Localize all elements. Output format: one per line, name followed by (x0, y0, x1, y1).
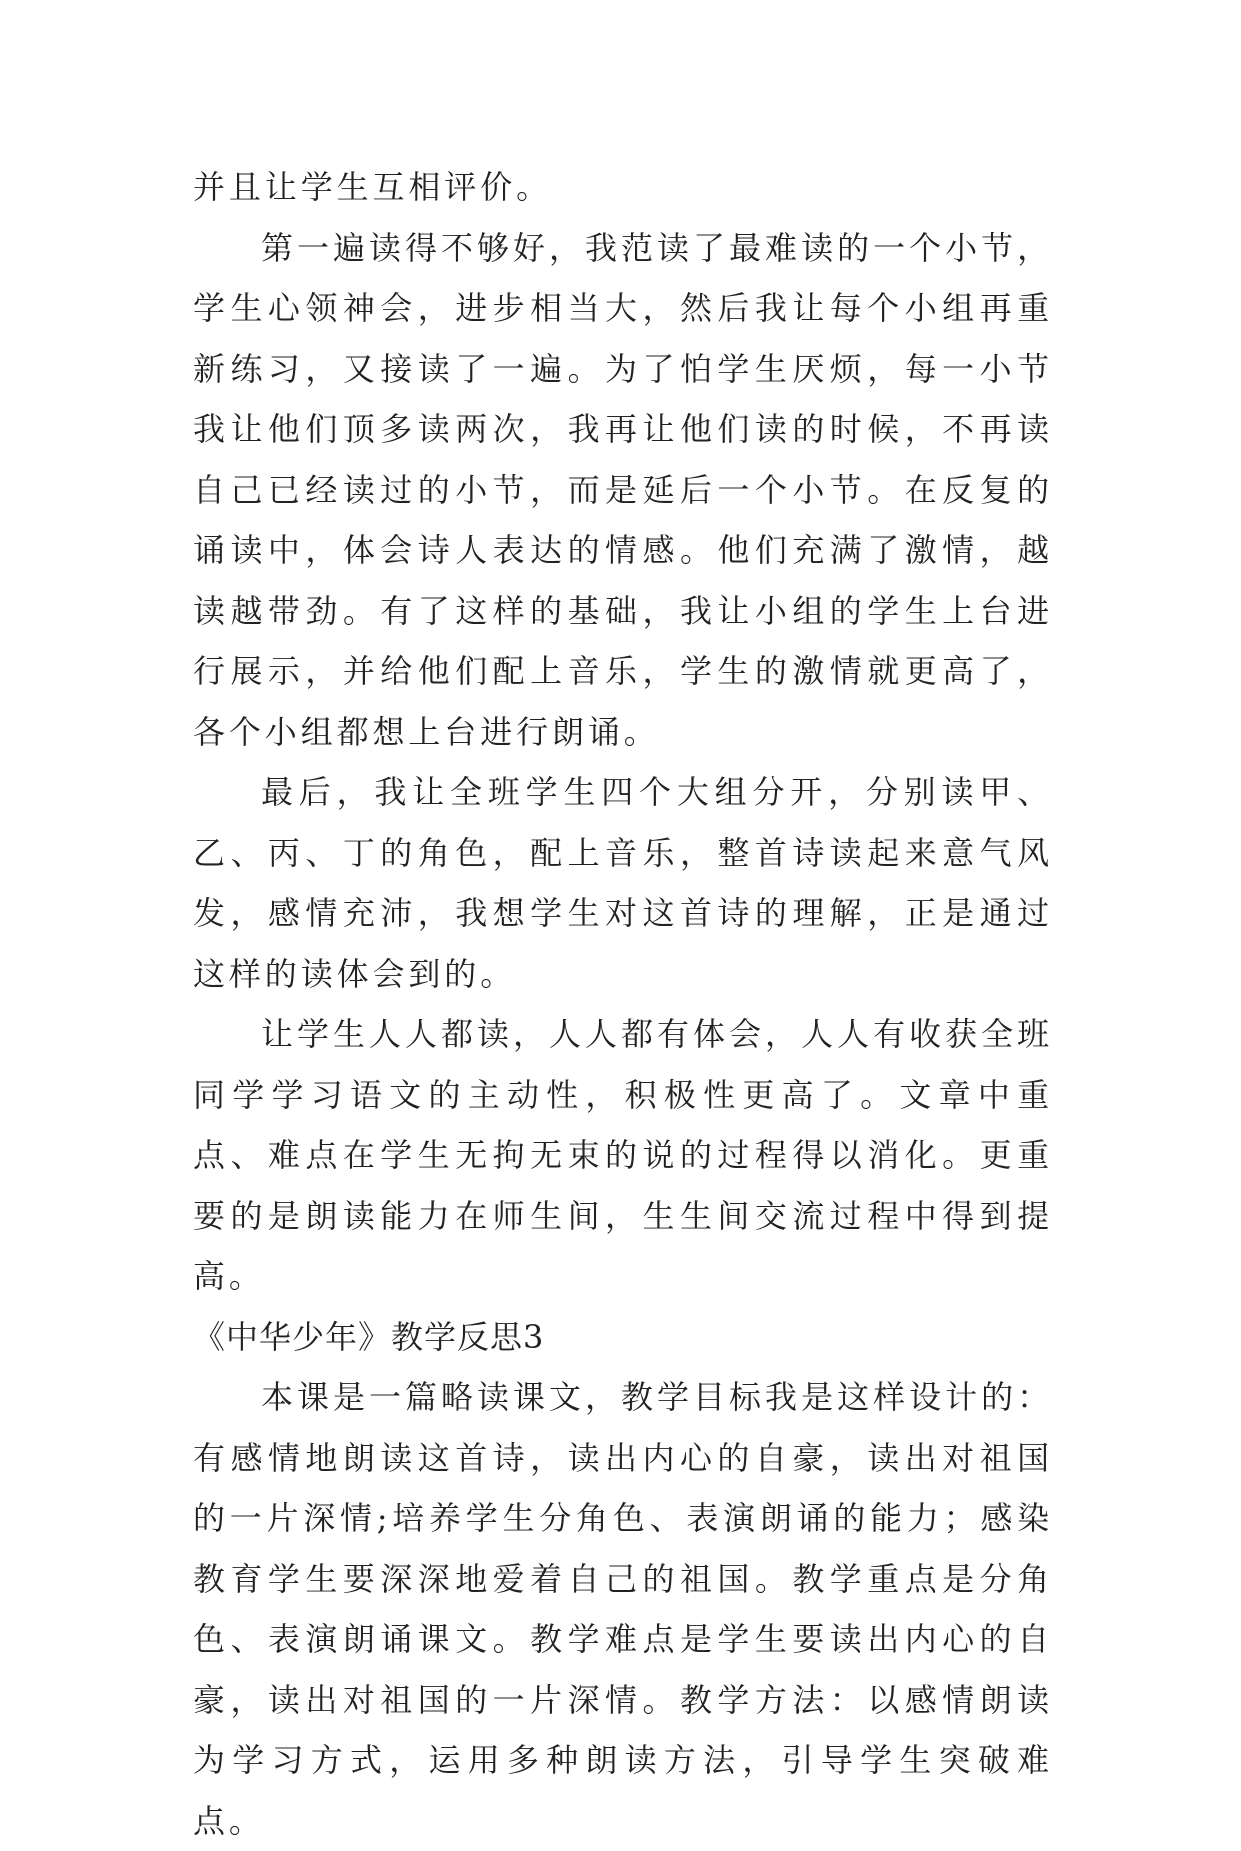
paragraph-summary: 让学生人人都读，人人都有体会，人人有收获全班同学学习语文的主动性，积极性更高了。文章中重点、难点在学生无拘无束的说的过程得以消化。更重要的是朗读能力在师生间，生生间交流过程中得到提高。 (193, 1015, 1053, 1295)
paragraph-first-reading: 第一遍读得不够好，我范读了最难读的一个小节，学生心领神会，进步相当大，然后我让每个小组再重新练习，又接读了一遍。为了怕学生厌烦，每一小节我让他们顶多读两次，我再让他们读的时候，不再读自己已经读过的小节，而是延后一个小节。在反复的诵读中，体会诗人表达的情感。他们充满了激情，越读越带劲。有了这样的基础，我让小组的学生上台进行展示，并给他们配上音乐，学生的激情就更高了，各个小组都想上台进行朗诵。 (193, 228, 1053, 751)
paragraph-continuation: 并且让学生互相评价。 (193, 168, 553, 206)
paragraph-lesson-design: 本课是一篇略读课文，教学目标我是这样设计的：有感情地朗读这首诗，读出内心的自豪，读出对祖国的一片深情;培养学生分角色、表演朗诵的能力；感染教育学生要深深地爱着自己的祖国。教学重点是分角色、表演朗诵课文。教学难点是学生要读出内心的自豪，读出对祖国的一片深情。教学方法：以感情朗读为学习方式，运用多种朗读方法，引导学生突破难点。 (193, 1378, 1053, 1840)
section-heading: 《中华少年》教学反思3 (193, 1317, 545, 1356)
document-body (193, 157, 1053, 1851)
paragraph-role-reading: 最后，我让全班学生四个大组分开，分别读甲、乙、丙、丁的角色，配上音乐，整首诗读起来意气风发，感情充沛，我想学生对这首诗的理解，正是通过这样的读体会到的。 (193, 773, 1053, 993)
